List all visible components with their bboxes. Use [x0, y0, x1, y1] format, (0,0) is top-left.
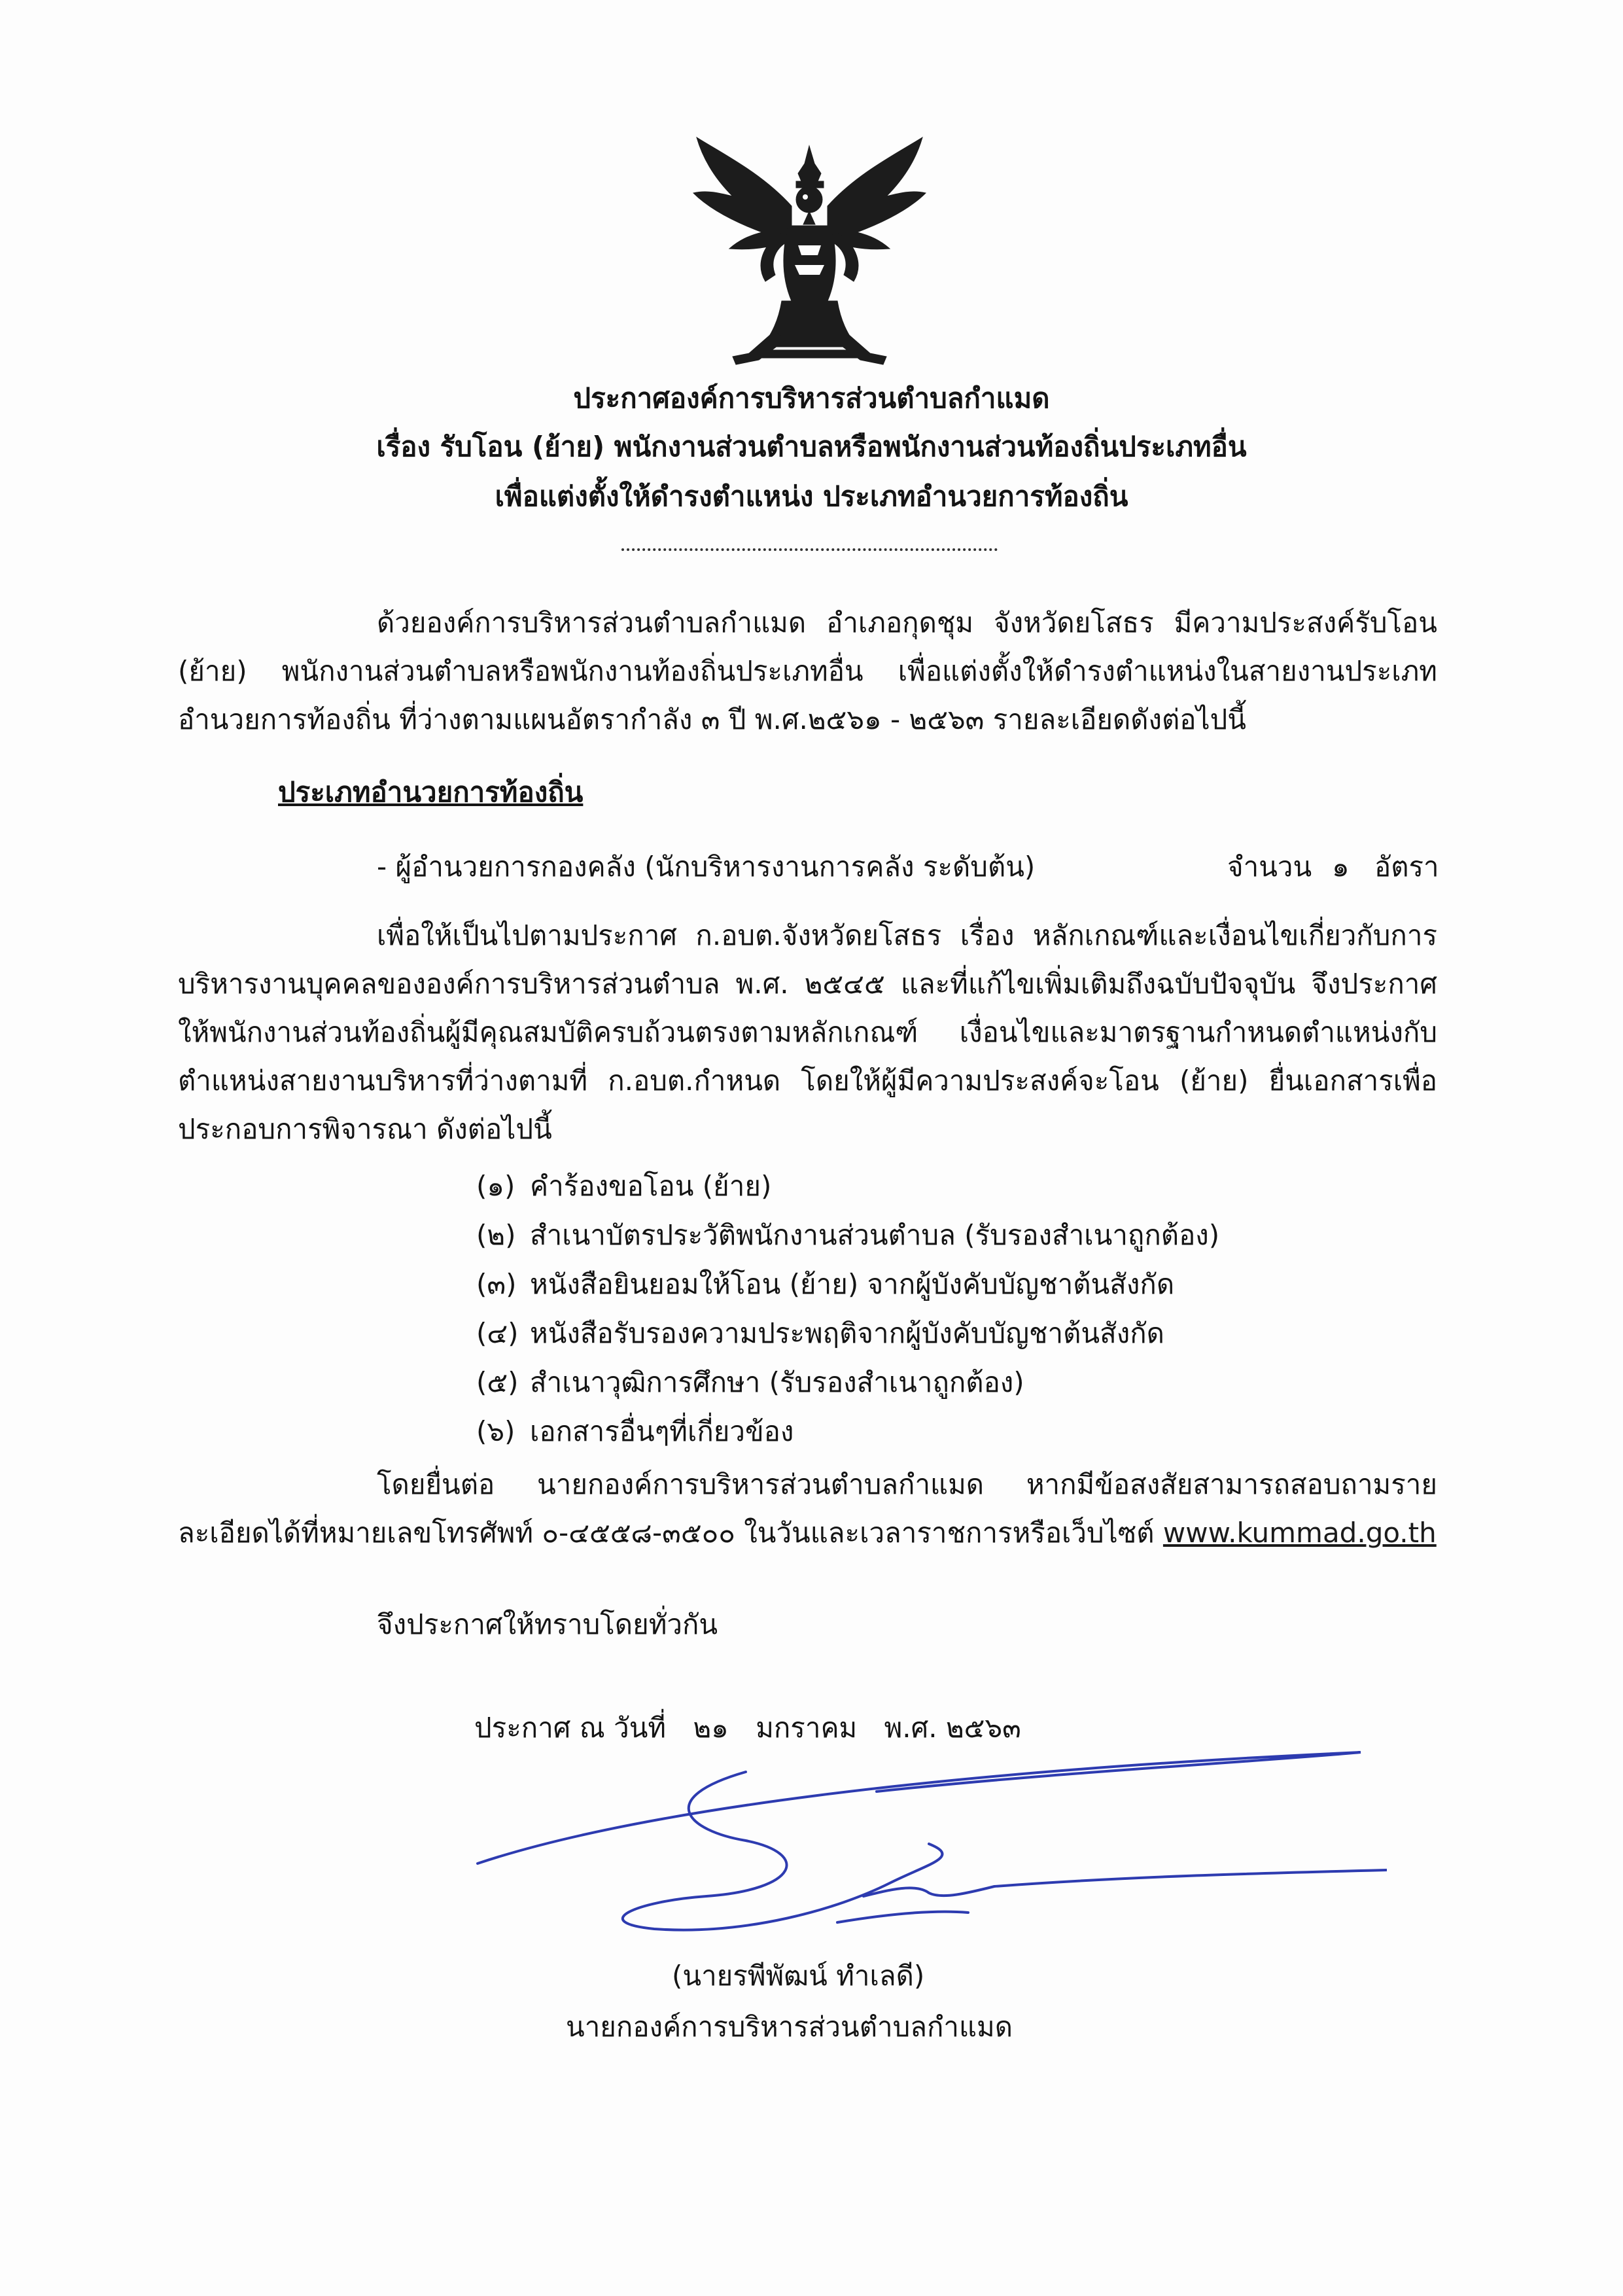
list-item-text: หนังสือรับรองความประพฤติจากผู้บังคับบัญชาต้นสังกัด	[530, 1317, 1164, 1349]
signer-name: (นายรพีพัฒน์ ทำเลดี)	[672, 1960, 925, 1992]
intro-paragraph-text: ด้วยองค์การบริหารส่วนตำบลกำแมด อำเภอกุดชุม จังหวัดยโสธร มีความประสงค์รับโอน (ย้าย) พนักงานส่วนตำบลหรือพนักงานท้องถิ่นประเภทอื่น เพื่อแต่งตั้งให้ดำรงตำแหน่งในสายงานประเภทอำนวยการท้องถิ่น ที่ว่างตามแผนอัตรากำลัง ๓ ปี พ.ศ.๒๕๖๑ - ๒๕๖๓ รายละเอียดดังต่อไปนี้	[178, 607, 1437, 735]
date-prefix: ประกาศ ณ วันที่	[474, 1712, 667, 1744]
list-item	[476, 1161, 1219, 1210]
website-link[interactable]: www.kummad.go.th	[1162, 1517, 1437, 1549]
signer-title: นายกองค์การบริหารส่วนตำบลกำแมด	[566, 2011, 1013, 2043]
criteria-paragraph	[178, 911, 1437, 1154]
handwritten-signature	[471, 1733, 1387, 1949]
announcement-title: ประกาศองค์การบริหารส่วนตำบลกำแมด	[573, 382, 1050, 414]
contact-paragraph-text: โดยยื่นต่อ นายกองค์การบริหารส่วนตำบลกำแมด หากมีข้อสงสัยสามารถสอบถามรายละเอียดได้ที่หมายเลขโทรศัพท์ ๐-๔๕๕๘-๓๕๐๐ ในวันและเวลาราชการหรือเว็บไซต์	[178, 1468, 1437, 1549]
intro-paragraph	[178, 599, 1437, 744]
vacancy-count-value: ๑	[1332, 851, 1350, 883]
section-title: ประเภทอำนวยการท้องถิ่น	[278, 776, 584, 808]
list-item	[476, 1309, 1219, 1358]
vacancy-position-name: - ผู้อำนวยการกองคลัง (นักบริหารงานการคลัง ระดับต้น)	[377, 851, 1036, 883]
list-item	[476, 1358, 1219, 1407]
closing-statement: จึงประกาศให้ทราบโดยทั่วกัน	[377, 1608, 718, 1640]
list-item-number: (๓)	[476, 1268, 517, 1300]
required-documents-list	[476, 1161, 1219, 1456]
list-item	[476, 1407, 1219, 1456]
date-day: ๒๑	[693, 1712, 729, 1744]
list-item-number: (๒)	[476, 1219, 516, 1251]
heading-divider	[621, 548, 998, 551]
announcement-subject: เรื่อง รับโอน (ย้าย) พนักงานส่วนตำบลหรือพนักงานส่วนท้องถิ่นประเภทอื่น	[376, 431, 1247, 463]
list-item	[476, 1260, 1219, 1309]
announcement-subject-line2: เพื่อแต่งตั้งให้ดำรงตำแหน่ง ประเภทอำนวยการท้องถิ่น	[495, 480, 1128, 512]
list-item-text: สำเนาวุฒิการศึกษา (รับรองสำเนาถูกต้อง)	[530, 1366, 1024, 1398]
criteria-paragraph-text: เพื่อให้เป็นไปตามประกาศ ก.อบต.จังหวัดยโสธร เรื่อง หลักเกณฑ์และเงื่อนไขเกี่ยวกับการบริหารงานบุคคลขององค์การบริหารส่วนตำบล พ.ศ. ๒๕๔๕ และที่แก้ไขเพิ่มเติมถึงฉบับปัจจุบัน จึงประกาศให้พนักงานส่วนท้องถิ่นผู้มีคุณสมบัติครบถ้วนตรงตามหลักเกณฑ์ เงื่อนไขและมาตรฐานกำหนดตำแหน่งกับตำแหน่งสายงานบริหารที่ว่างตามที่ ก.อบต.กำหนด โดยให้ผู้มีความประสงค์จะโอน (ย้าย) ยื่นเอกสารเพื่อประกอบการพิจารณา ดังต่อไปนี้	[178, 919, 1437, 1145]
list-item-number: (๖)	[476, 1415, 515, 1447]
list-item-number: (๔)	[476, 1317, 519, 1349]
date-month: มกราคม	[756, 1712, 858, 1744]
contact-paragraph	[178, 1460, 1437, 1557]
vacancy-row	[377, 844, 1439, 890]
list-item-text: คำร้องขอโอน (ย้าย)	[530, 1170, 772, 1202]
list-item-text: เอกสารอื่นๆที่เกี่ยวข้อง	[530, 1415, 794, 1447]
vacancy-count-unit: อัตรา	[1374, 851, 1439, 883]
list-item-text: สำเนาบัตรประวัติพนักงานส่วนตำบล (รับรองสำเนาถูกต้อง)	[530, 1219, 1220, 1251]
list-item	[476, 1210, 1219, 1260]
vacancy-count-label: จำนวน	[1227, 851, 1312, 883]
date-year: พ.ศ. ๒๕๖๓	[884, 1712, 1021, 1744]
list-item-text: หนังสือยินยอมให้โอน (ย้าย) จากผู้บังคับบัญชาต้นสังกัด	[530, 1268, 1175, 1300]
list-item-number: (๕)	[476, 1366, 519, 1398]
list-item-number: (๑)	[476, 1170, 515, 1202]
garuda-emblem-icon	[684, 134, 935, 373]
